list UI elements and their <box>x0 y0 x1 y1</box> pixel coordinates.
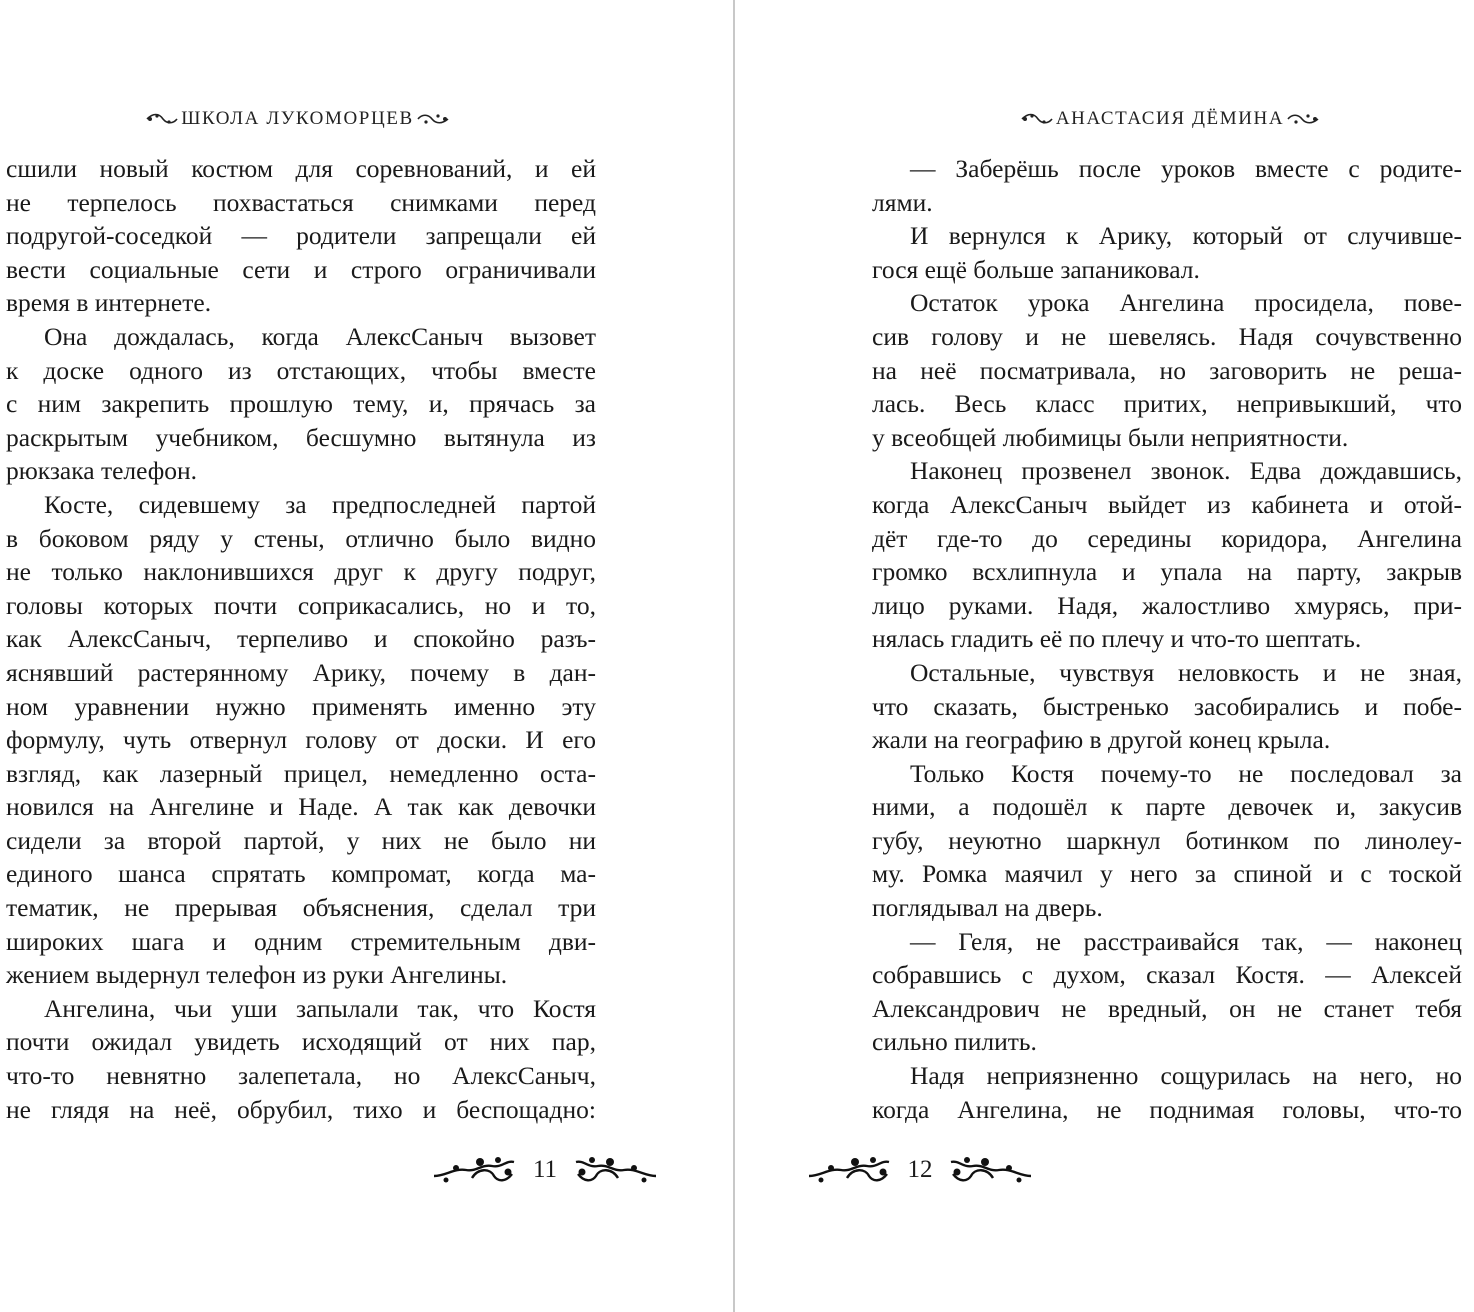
text-line: яснявший растерянному Арику, почему в дан- <box>6 657 596 687</box>
text-line: Наконец прозвенел звонок. Едва дождавшись, <box>910 456 1462 486</box>
text-line: когда АлексСаныч выйдет из кабинета и отой- <box>872 489 1462 519</box>
text-line: на неё посматривала, но заговорить не реша- <box>872 355 1462 385</box>
text-line: Александрович не вредный, он не станет тебя <box>872 993 1462 1023</box>
text-line: сшили новый костюм для соревнований, и ей <box>6 154 596 183</box>
footer-ornament-left-icon <box>807 1154 891 1186</box>
text-line: собравшись с духом, сказал Костя. — Алексей <box>872 960 1462 990</box>
text-line: поглядывал на дверь. <box>872 893 1103 923</box>
text-line: сидели за второй партой, у них не было ни <box>6 825 596 855</box>
text-line: с ним закрепить прошлую тему, и, прячась за <box>6 389 596 419</box>
text-line: лицо руками. Надя, жалостливо хмурясь, при- <box>872 590 1462 620</box>
text-line: лями. <box>872 187 933 217</box>
head-ornament-left-icon <box>1020 112 1054 126</box>
text-line: подругой-соседкой — родители запрещали ей <box>6 221 596 251</box>
text-line: почти ожидал увидеть исходящий от них пар, <box>6 1027 596 1057</box>
text-line: сильно пилить. <box>872 1027 1037 1057</box>
text-line: Только Костя почему-то не последовал за <box>910 758 1462 788</box>
text-line: лась. Весь класс притих, непривыкший, что <box>872 389 1462 419</box>
text-line: громко всхлипнула и упала на парту, закрыв <box>872 557 1462 587</box>
text-line: му. Ромка маячил у него за спиной и с тоской <box>872 859 1462 889</box>
footer-ornament-left-icon <box>432 1154 516 1186</box>
running-head-left <box>150 104 445 134</box>
text-line: Ангелина, чьи уши запылали так, что Костя <box>44 993 596 1023</box>
text-line: Косте, сидевшему за предпоследней партой <box>44 489 596 519</box>
text-line: в боковом ряду у стены, отлично было видно <box>6 523 596 553</box>
head-ornament-right-icon <box>416 112 450 126</box>
text-line: головы которых почти соприкасались, но и то, <box>6 590 596 620</box>
text-line: И вернулся к Арику, который от случивше- <box>910 221 1462 251</box>
text-line: не глядя на неё, обрубил, тихо и беспощадно: <box>6 1094 596 1124</box>
text-line: Остальные, чувствуя неловкость и не зная, <box>910 657 1462 687</box>
text-line: сив голову и не шевелясь. Надя сочувственно <box>872 321 1462 351</box>
text-line: когда Ангелина, не поднимая головы, что-то <box>872 1094 1462 1124</box>
page-number: 12 <box>907 1156 933 1183</box>
footer-ornament-right-icon <box>574 1154 658 1186</box>
text-line: гося ещё больше запаниковал. <box>872 254 1200 284</box>
text-line: — Заберёшь после уроков вместе с родите- <box>910 154 1462 183</box>
page-number: 11 <box>532 1156 558 1183</box>
text-line: тематик, не прерывая объяснения, сделал три <box>6 893 596 923</box>
text-line: не терпелось похвастаться снимками перед <box>6 187 596 217</box>
text-line: раскрытым учебником, бесшумно вытянула из <box>6 422 596 452</box>
text-line: к доске одного из отстающих, чтобы вместе <box>6 355 596 385</box>
text-line: формулу, чуть отвернул голову от доски. И его <box>6 725 596 755</box>
body-text-left <box>6 152 596 1126</box>
right-page <box>735 0 1474 1312</box>
text-line: Надя неприязненно сощурилась на него, но <box>910 1061 1462 1091</box>
text-line: губу, неуютно шаркнул ботинком по линолеу- <box>872 825 1462 855</box>
text-line: единого шанса спрятать компромат, когда ма- <box>6 859 596 889</box>
text-line: рюкзака телефон. <box>6 456 198 486</box>
text-line: новился на Ангелине и Наде. А так как девочки <box>6 792 596 822</box>
text-line: дёт где-то до середины коридора, Ангелина <box>872 523 1462 553</box>
text-line: вести социальные сети и строго ограничивали <box>6 254 596 284</box>
text-line: что сказать, быстренько засобирались и побе- <box>872 691 1462 721</box>
page-footer-left <box>430 1150 660 1190</box>
text-line: не только наклонившихся друг к другу подруг, <box>6 557 596 587</box>
text-line: время в интернете. <box>6 288 212 318</box>
footer-ornament-right-icon <box>949 1154 1033 1186</box>
text-line: у всеобщей любимицы были неприятности. <box>872 422 1349 452</box>
text-line: что-то невнятно залепетала, но АлексСаныч, <box>6 1061 596 1091</box>
page-footer-right <box>805 1150 1035 1190</box>
running-head-right <box>1025 104 1315 134</box>
head-ornament-left-icon <box>145 112 179 126</box>
text-line: жали на географию в другой конец крыла. <box>872 725 1331 755</box>
text-line: жением выдернул телефон из руки Ангелины. <box>6 960 508 990</box>
running-head-title: АНАСТАСИЯ ДЁМИНА <box>1055 108 1285 129</box>
text-line: как АлексСаныч, терпеливо и спокойно разъ- <box>6 624 596 654</box>
text-line: Остаток урока Ангелина просидела, пове- <box>910 288 1462 318</box>
running-head-title: ШКОЛА ЛУКОМОРЦЕВ <box>181 108 414 129</box>
text-line: ном уравнении нужно применять именно эту <box>6 691 596 721</box>
body-text-right <box>872 152 1462 1126</box>
text-line: — Геля, не расстраивайся так, — наконец <box>910 926 1462 956</box>
text-line: широких шага и одним стремительным дви- <box>6 926 596 956</box>
text-line: взгляд, как лазерный прицел, немедленно оста- <box>6 758 596 788</box>
head-ornament-right-icon <box>1286 112 1320 126</box>
text-line: нялась гладить её по плечу и что-то шептать. <box>872 624 1362 654</box>
left-page <box>0 0 733 1312</box>
text-line: Она дождалась, когда АлексСаныч вызовет <box>44 321 596 351</box>
text-line: ними, а подошёл к парте девочек и, закусив <box>872 792 1462 822</box>
